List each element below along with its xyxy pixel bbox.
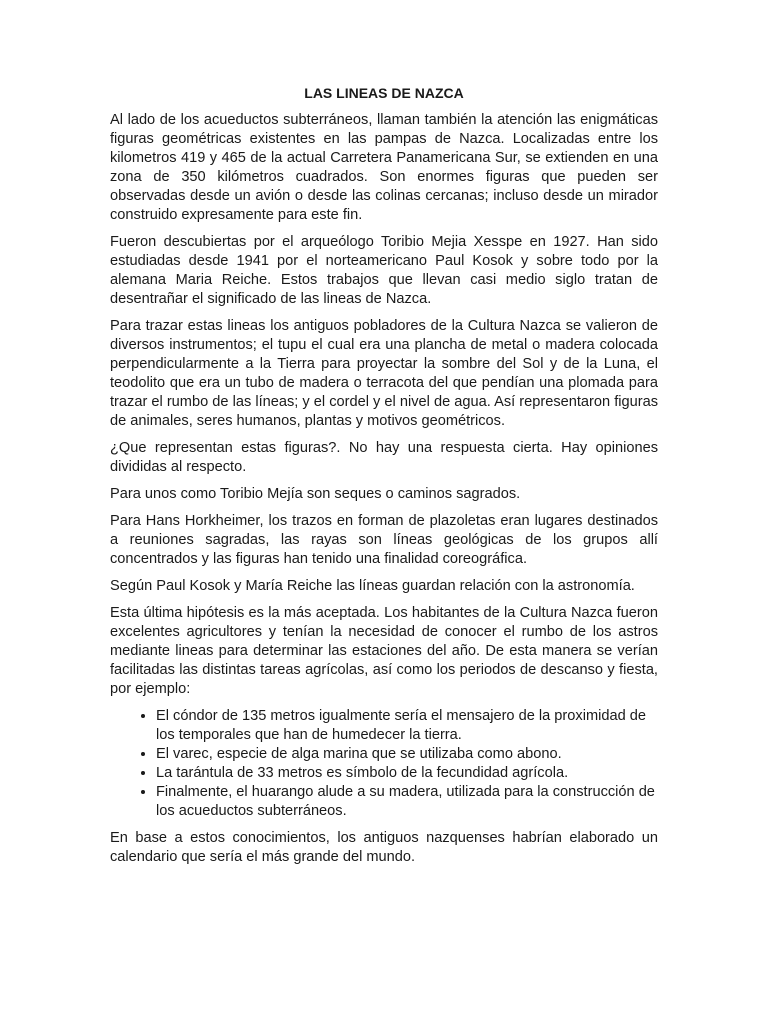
bullet-list xyxy=(110,707,658,821)
paragraph-8: Esta última hipótesis es la más aceptada. Los habitantes de la Cultura Nazca fueron excelentes agricultores y tenían la necesidad de conocer el rumbo de los astros mediante lineas para determinar las estaciones del año. De esta manera se verían facilitadas las distintas tareas agrícolas, así como los periodos de descanso y fiesta, por ejemplo: xyxy=(110,605,658,697)
bullet-item-huarango: • Finalmente, el huarango alude a su madera, utilizada para la construcción de los acueductos subterráneos. xyxy=(156,783,658,821)
paragraph-1: Al lado de los acueductos subterráneos, llaman también la atención las enigmáticas figuras geométricas existentes en las pampas de Nazca. Localizadas entre los kilometros 419 y 465 de la actual Carretera Panamericana Sur, se extienden en una zona de 350 kilómetros cuadrados. Son enormes figuras que pueden ser observadas desde un avión o desde las colinas cercanas; incluso desde un mirador construido expresamente para este fin. xyxy=(110,112,658,223)
document-title: LAS LINEAS DE NAZCA xyxy=(304,85,464,101)
paragraph-7: Según Paul Kosok y María Reiche las líneas guardan relación con la astronomía. xyxy=(110,578,635,594)
paragraph-4: ¿Que representan estas figuras?. No hay una respuesta cierta. Hay opiniones divididas al respecto. xyxy=(110,440,658,475)
paragraph-2: Fueron descubiertas por el arqueólogo Toribio Mejia Xesspe en 1927. Han sido estudiadas desde 1941 por el norteamericano Paul Kosok y sobre todo por la alemana Maria Reiche. Estos trabajos que llevan casi medio siglo tratan de desentrañar el significado de las lineas de Nazca. xyxy=(110,234,658,307)
bullet-item-condor: • El cóndor de 135 metros igualmente sería el mensajero de la proximidad de los temporales que han de humedecer la tierra. xyxy=(156,707,658,745)
bullet-item-varec: • El varec, especie de alga marina que se utilizaba como abono. xyxy=(156,745,658,764)
paragraph-6: Para Hans Horkheimer, los trazos en forman de plazoletas eran lugares destinados a reuniones sagradas, las rayas son líneas geológicas de los grupos allí concentrados y las figuras han tenido una finalidad coreográfica. xyxy=(110,513,658,567)
closing-paragraph: En base a estos conocimientos, los antiguos nazquenses habrían elaborado un calendario que sería el más grande del mundo. xyxy=(110,830,658,865)
paragraph-3: Para trazar estas lineas los antiguos pobladores de la Cultura Nazca se valieron de diversos instrumentos; el tupu el cual era una plancha de metal o madera colocada perpendicularmente a la Tierra para proyectar la sombre del Sol y de la Luna, el teodolito que era un tubo de madera o terracota del que pendían una plomada para trazar el rumbo de las líneas; y el cordel y el nivel de agua. Así representaron figuras de animales, seres humanos, plantas y motivos geométricos. xyxy=(110,318,658,429)
bullet-item-tarantula: • La tarántula de 33 metros es símbolo de la fecundidad agrícola. xyxy=(156,764,658,783)
paragraph-5: Para unos como Toribio Mejía son seques o caminos sagrados. xyxy=(110,486,521,502)
document-page xyxy=(110,84,658,875)
